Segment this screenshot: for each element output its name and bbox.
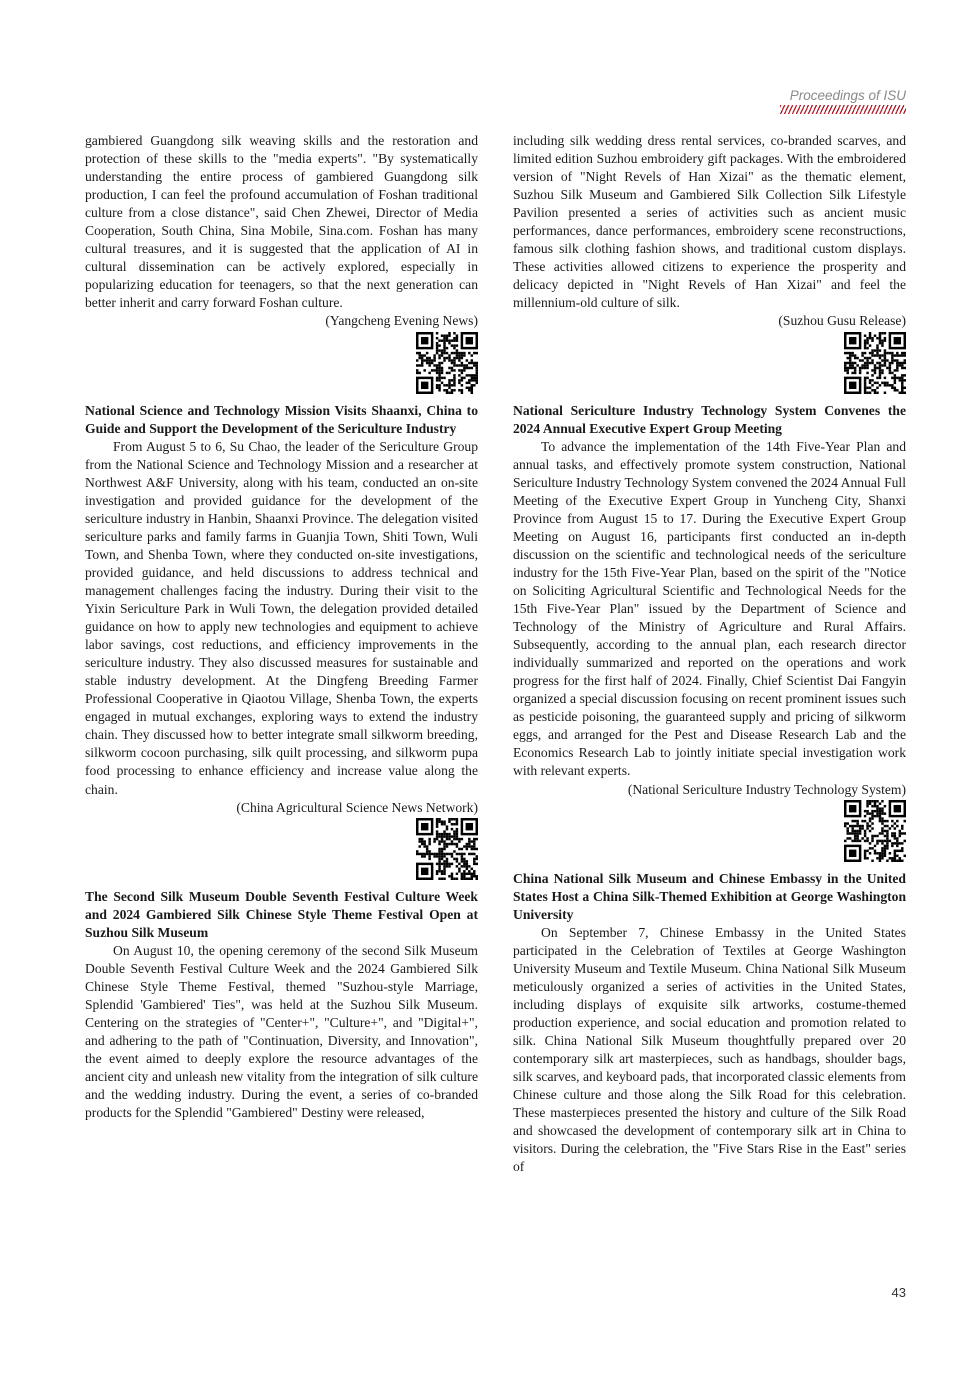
qr-code-icon[interactable] bbox=[844, 332, 906, 394]
source-credit: (Yangcheng Evening News) bbox=[325, 313, 478, 329]
article-body: To advance the implementation of the 14th Five-Year Plan and annual tasks, and effectively promote system construction, National Sericulture Industry Technology System convened the 2024 Annual Full Meeting of the Executive Expert Group in Yuncheng City, Shanxi Province from August 15 to 17. During the Executive Expert Group Meeting on August 16, participants first conducted an in-depth discussion on the scientific and technological needs of the sericulture industry for the 15th Five-Year Plan, based on the spirit of the "Notice on Soliciting Agricultural Scientific and Technological Needs for the 15th Five-Year Plan" issued by the Department of Science and Technology of the Ministry of Agriculture and Rural Affairs. Subsequently, according to the annual plan, each research director individually summarized and reported on the operations and work progress for the first half of 2024. Finally, Chief Scientist Dai Fangyin organized a special discussion focusing on recent prominent issues such as pesticide poisoning, the guaranteed supply and pricing of silkworm eggs, and arranged for the Pest and Disease Research Lab and the Economics Research Lab to jointly initiate special investigation work with relevant experts. bbox=[513, 438, 906, 779]
article-title: National Science and Technology Mission Visits Shaanxi, China to Guide and Support the Development of the Sericulture Industry bbox=[85, 402, 478, 436]
article-title: National Sericulture Industry Technology System Convenes the 2024 Annual Executive Expert Group Meeting bbox=[513, 402, 906, 436]
journal-title: Proceedings of ISU bbox=[789, 88, 906, 103]
article-body: On August 10, the opening ceremony of the second Silk Museum Double Seventh Festival Culture Week and the 2024 Gambiered Silk Chinese Style Theme Festival, themed "Suzhou-style Marriage, Splendid 'Gambiered' Ties", was held at the Suzhou Silk Museum. Centering on the strategies of "Center+", "Culture+", and "Digital+", and adhering to the path of "Continuation, Diversity, and Innovation", the event aimed to deeply explore the resource advantages of the ancient city and unleash new vitality from the integration of silk culture and the wedding industry. During the event, a series of co-branded products for the Splendid "Gambiered" Destiny were released, bbox=[85, 942, 478, 1121]
article-title: China National Silk Museum and Chinese Embassy in the United States Host a China Silk-Themed Exhibition at George Washington University bbox=[513, 870, 906, 922]
source-credit: (China Agricultural Science News Network) bbox=[236, 799, 478, 815]
continued-paragraph: gambiered Guangdong silk weaving skills and the restoration and protection of these skills to the "media experts". "By systematically understanding the entire process of gambiered Guangdong silk production, I can feel the profound accumulation of Foshan traditional culture from a close distance", said Chen Zhewei, Director of Media Cooperation, South China, Sina Mobile, Sina.com. Foshan has many cultural treasures, and it is suggested that the application of AI in cultural dissemination can be actively explored, especially in popularizing education for teenagers, so that the next generation can better inherit and carry forward Foshan culture. bbox=[85, 133, 478, 311]
article-title: The Second Silk Museum Double Seventh Festival Culture Week and 2024 Gambiered Silk Chinese Style Theme Festival Open at Suzhou Silk Museum bbox=[85, 888, 478, 940]
page-number: 43 bbox=[891, 1285, 906, 1300]
source-credit: (Suzhou Gusu Release) bbox=[778, 313, 906, 329]
header-stripe-decoration bbox=[780, 105, 906, 114]
qr-code-icon[interactable] bbox=[844, 800, 906, 862]
right-column bbox=[513, 132, 906, 1176]
qr-code-block bbox=[85, 818, 478, 882]
qr-code-block bbox=[513, 800, 906, 864]
article-body: On September 7, Chinese Embassy in the United States participated in the Celebration of Textiles at George Washington University Museum and Textile Museum. China National Silk Museum meticulously organized a series of activities in the United States, including displays of exquisite silk artworks, costume-themed production experience, and social education and promotion related to silk. China National Silk Museum thoughtfully prepared over 20 contemporary silk art masterpieces, such as handbags, shoulder bags, silk scarves, and keyboard pads, that incorporated classic elements from Chinese culture and those along the Silk Road for this celebration. These masterpieces presented the history and culture of the Silk Road and showcased the development of contemporary silk art in China to visitors. During the celebration, the "Five Stars Rise in the East" series of bbox=[513, 924, 906, 1175]
qr-code-icon[interactable] bbox=[416, 818, 478, 880]
source-credit: (National Sericulture Industry Technology System) bbox=[627, 781, 906, 797]
left-column bbox=[85, 132, 478, 1122]
qr-code-block bbox=[85, 332, 478, 396]
qr-code-block bbox=[513, 332, 906, 396]
running-header bbox=[780, 88, 906, 114]
continued-paragraph: including silk wedding dress rental services, co-branded scarves, and limited edition Suzhou embroidery gift packages. With the embroidered version of "Night Revels of Han Xizai" as the thematic element, Suzhou Silk Museum and Gambiered Silk Collection Silk Lifestyle Pavilion presented a series of activities such as ancient music performances, dance performances, embroidery scene reconstructions, famous silk clothing fashion shows, and traditional custom displays. These activities allowed citizens to experience the prosperity and delicacy depicted in "Night Revels of Han Xizai" and feel the millennium-old culture of silk. bbox=[513, 133, 906, 311]
qr-code-icon[interactable] bbox=[416, 332, 478, 394]
article-body: From August 5 to 6, Su Chao, the leader of the Sericulture Group from the National Science and Technology Mission and a researcher at Northwest A&F University, along with his team, conducted an on-site investigation and provided guidance for the development of the sericulture industry in Hanbin, Shaanxi Province. The delegation visited sericulture parks and family farms in Guanjia Town, Shiti Town, Wuli Town, and Shenba Town, where they conducted on-site investigations, provided guidance, and held discussions to address technical and management challenges facing the industry. During their visit to the Yixin Sericulture Park in Wuli Town, the delegation provided detailed guidance on how to apply new technologies and equipment to achieve labor savings, cost reductions, and efficiency improvements in the sericulture industry. They also discussed measures for sustainable and stable industry development. At the Dingfeng Breeding Farmer Professional Cooperative in Qiaotou Village, Shenba Town, the experts engaged in mutual exchanges, exploring ways to extend the industry chain. They discussed how to better integrate small silkworm breeding, silkworm cocoon purchasing, silk quilt processing, and silkworm pupa food processing to enhance efficiency and increase value along the chain. bbox=[85, 438, 478, 797]
